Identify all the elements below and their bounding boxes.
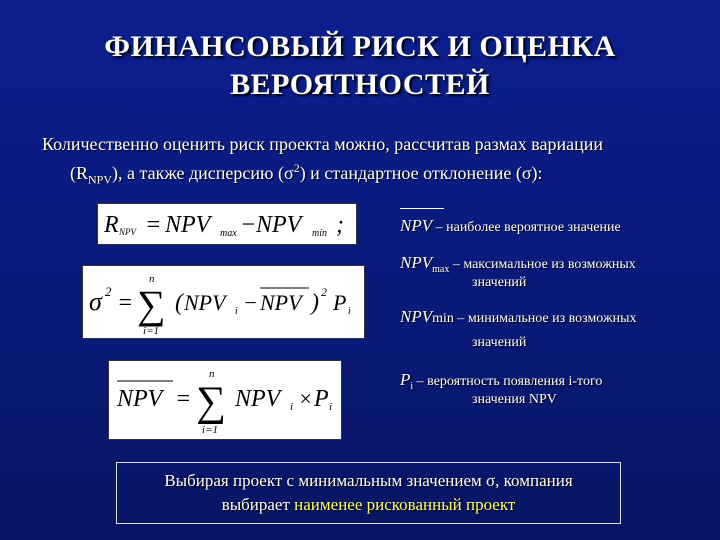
conclusion-highlight: наименее рискованный проект [294,495,516,514]
note-npv-min-text: – минимальное из возможных [457,311,637,326]
svg-text:i: i [235,306,238,317]
svg-text:NPV: NPV [235,386,281,412]
svg-text:=: = [175,386,192,412]
intro-r-sub: NPV [88,172,113,187]
conclusion-box [116,462,621,524]
svg-text:P: P [314,386,329,412]
formula-variance [82,265,365,339]
svg-text:NPV: NPV [117,386,163,412]
note-npv-min-cont: значений [472,335,527,350]
svg-text:NPV: NPV [165,212,211,238]
note-npv-max-sub: max [432,263,450,275]
svg-text:σ: σ [89,287,102,316]
note-npv-symbol: NPV [400,216,433,235]
svg-text:i: i [290,401,294,413]
intro-text [42,132,682,192]
formula-mean [108,360,342,440]
svg-text:n: n [209,368,215,380]
formula-range [97,203,357,245]
svg-text:R: R [104,212,119,238]
note-npv-max [400,253,700,291]
svg-text:min: min [312,228,327,239]
svg-text:i: i [348,306,351,317]
note-npv-max-text: – максимальное из возможных [452,257,636,272]
svg-text:;: ; [336,212,344,238]
note-pi-cont: значения NPV [472,391,557,407]
svg-text:i: i [329,401,333,413]
title-line-2: ВЕРОЯТНОСТЕЙ [230,68,490,101]
note-npv-max-symbol: NPV [400,253,433,272]
intro-r: (R [70,163,88,183]
svg-text:max: max [220,228,237,239]
intro-line-1: Количественно оценить риск проекта можно, рассчитав размах вариации [42,134,603,154]
svg-text:NPV: NPV [260,290,302,315]
note-pi-sub: i [410,380,414,392]
formula-mean-graphic [109,361,341,439]
title-line-1: ФИНАНСОВЫЙ РИСК И ОЦЕНКА [104,30,616,63]
svg-text:NPV: NPV [184,290,226,315]
svg-text:P: P [333,290,347,315]
conclusion-line-2-text: выбирает [221,495,295,514]
conclusion-line-1: Выбирая проект с минимальным значением σ, компания [164,471,573,490]
note-pi [400,370,700,408]
formula-variance-graphic [83,266,364,338]
conclusion-line-2 [117,493,620,517]
note-npv-overline [400,208,444,211]
note-pi-text: – вероятность появления i-того [416,374,603,389]
svg-text:i=1: i=1 [143,325,159,337]
slide-title [0,28,720,104]
note-npv-min [400,307,700,351]
formula-range-graphic [98,204,356,244]
svg-text:×: × [298,386,313,411]
svg-text:∑: ∑ [137,282,166,327]
intro-tail: ) и стандартное отклонение (σ): [299,163,543,183]
svg-text:NPV: NPV [256,212,302,238]
note-npv-min-symbol: NPV [400,307,433,326]
svg-text:(: ( [175,290,183,316]
intro-line-2 [42,156,682,192]
svg-text:−: − [240,212,257,238]
note-pi-symbol: P [400,370,411,389]
note-npv-max-cont: значений [472,274,527,290]
intro-sigma: ), а также дисперсию (σ [112,163,294,183]
intro-sigma-sup: 2 [293,161,300,175]
note-npv-min-sub: min [432,311,454,326]
svg-text:2: 2 [321,285,327,299]
svg-text:): ) [311,290,319,316]
svg-text:2: 2 [105,284,112,299]
svg-text:=: = [145,212,162,238]
svg-text:=: = [117,290,134,316]
svg-text:n: n [149,273,155,285]
svg-text:NPV: NPV [119,227,136,237]
note-npv-text: – наиболее вероятное значение [435,220,621,235]
svg-text:−: − [243,290,258,315]
svg-text:i=1: i=1 [202,424,218,436]
note-npv [400,200,700,236]
svg-text:∑: ∑ [196,379,226,425]
